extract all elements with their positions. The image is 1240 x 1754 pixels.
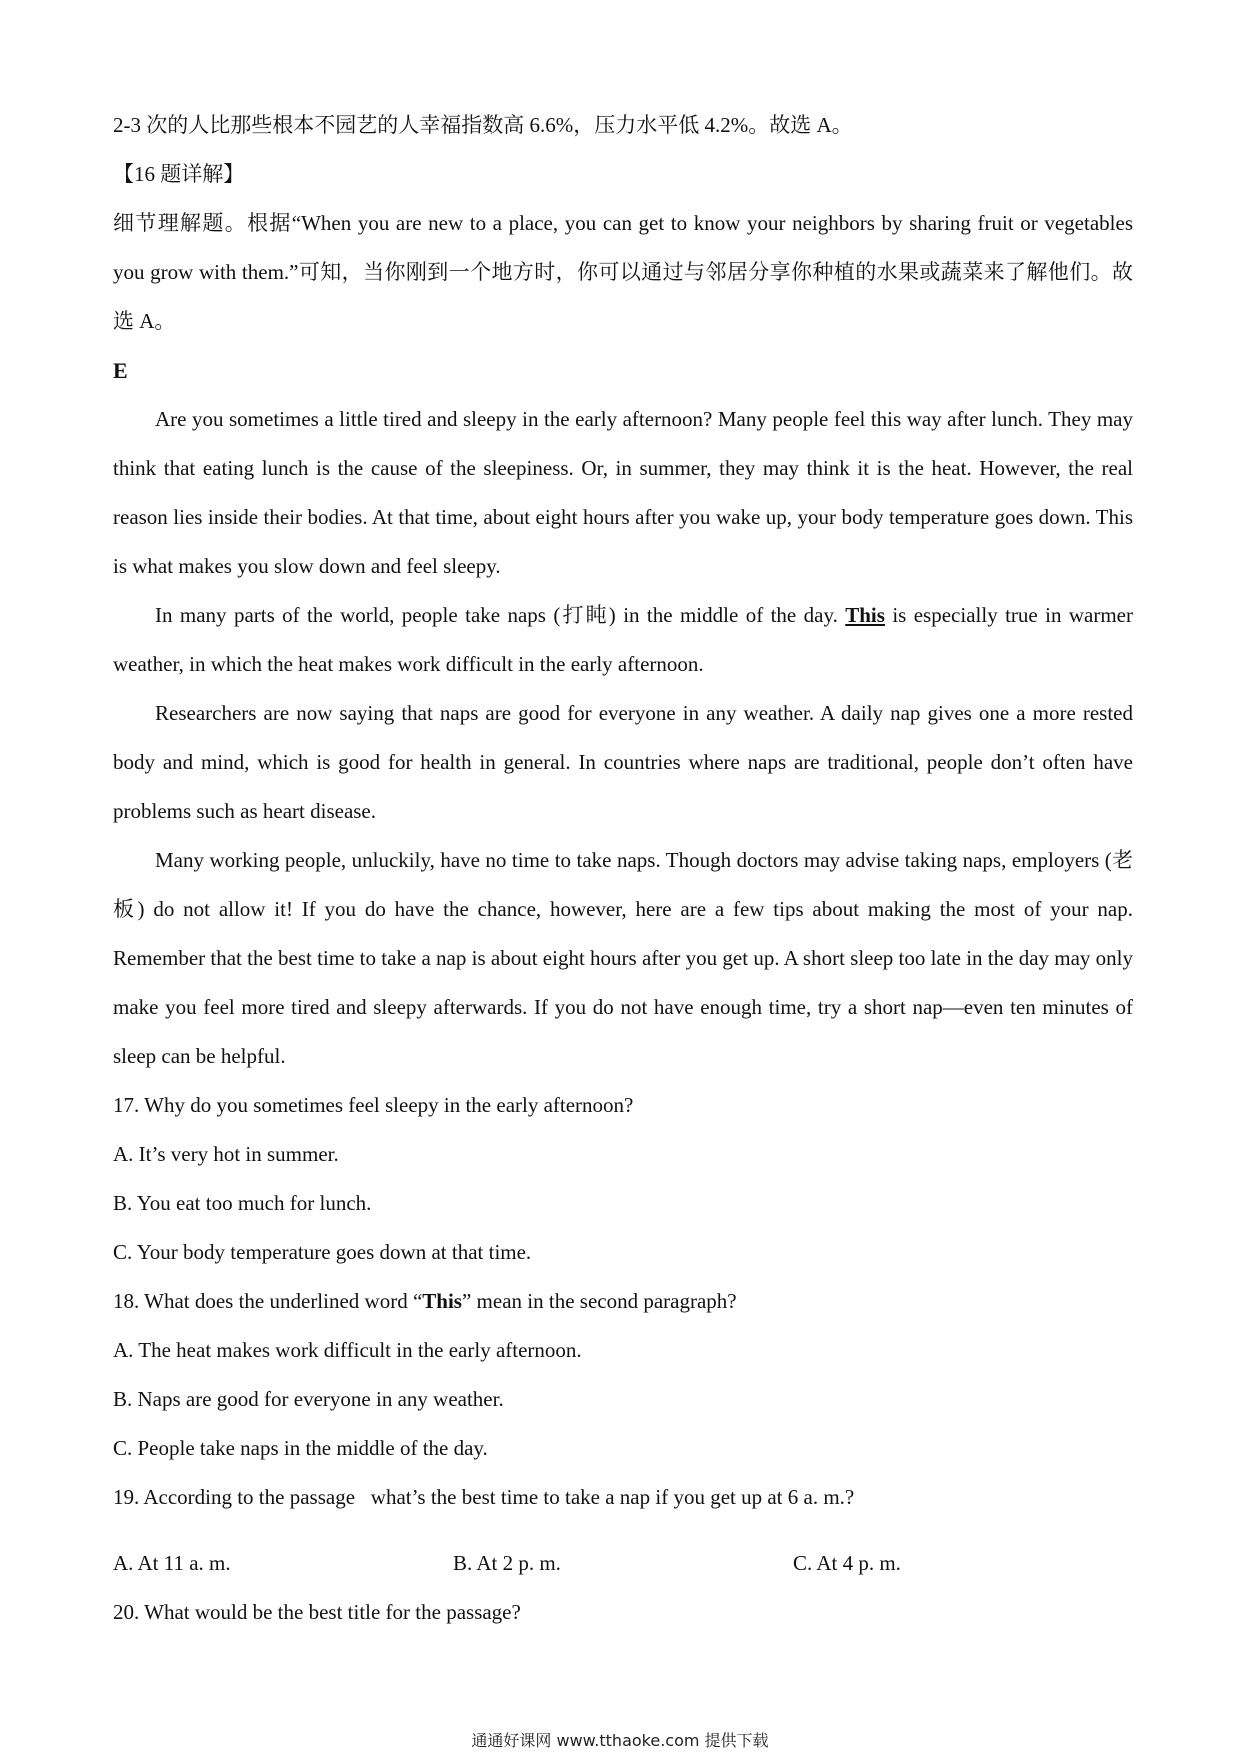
question-17-option-c: C. Your body temperature goes down at that time. bbox=[113, 1240, 532, 1264]
paragraph-2-text-start: In many parts of the world, people take naps (打盹) in the middle of the day. bbox=[155, 603, 846, 627]
question-19: 19. According to the passage what’s the best time to take a nap if you get up at 6 a. m.? bbox=[113, 1485, 855, 1509]
passage-paragraph-3: Researchers are now saying that naps are good for everyone in any weather. A daily nap gives one a more rested body and mind, which is good for health in general. In countries where naps are traditional, people don’t often have problems such as heart disease. bbox=[113, 701, 1133, 823]
page-content bbox=[113, 101, 1133, 1637]
question-18-bold-word: This bbox=[422, 1289, 462, 1313]
passage-paragraph-1: Are you sometimes a little tired and sleepy in the early afternoon? Many people feel this way after lunch. They may think that eating lunch is the cause of the sleepiness. Or, in summer, they may think it is the heat. However, the real reason lies inside their bodies. At that time, about eight hours after you wake up, your body temperature goes down. This is what makes you slow down and feel sleepy. bbox=[113, 407, 1133, 578]
question-19-options bbox=[113, 1539, 1133, 1588]
question-18-option-c: C. People take naps in the middle of the day. bbox=[113, 1436, 488, 1460]
question-18-option-a: A. The heat makes work difficult in the early afternoon. bbox=[113, 1338, 582, 1362]
page-footer: 通通好课网 www.tthaoke.com 提供下载 bbox=[471, 1731, 769, 1750]
question-18-option-b: B. Naps are good for everyone in any weather. bbox=[113, 1387, 504, 1411]
question-18-text-start: 18. What does the underlined word “ bbox=[113, 1289, 423, 1313]
question-17-option-b: B. You eat too much for lunch. bbox=[113, 1191, 372, 1215]
paragraph-2-text-end: is especially true in warmer weather, in which the heat makes work difficult in the early afternoon. bbox=[113, 603, 1133, 676]
section-e-heading: E bbox=[113, 358, 128, 383]
answer-15-conclusion: 2-3 次的人比那些根本不园艺的人幸福指数高 6.6%，压力水平低 4.2%。故选 A。 bbox=[113, 113, 853, 137]
underlined-word-this: This bbox=[845, 603, 885, 627]
question-17-option-a: A. It’s very hot in summer. bbox=[113, 1142, 339, 1166]
passage-paragraph-2 bbox=[113, 591, 1133, 689]
question-18-text-end: ” mean in the second paragraph? bbox=[461, 1289, 737, 1313]
question-19-option-a: A. At 11 a. m. bbox=[113, 1551, 231, 1575]
question-19-option-b: B. At 2 p. m. bbox=[453, 1551, 561, 1575]
question-19-option-c: C. At 4 p. m. bbox=[793, 1551, 901, 1575]
question-20: 20. What would be the best title for the passage? bbox=[113, 1600, 521, 1624]
answer-16-explanation: 细节理解题。根据“When you are new to a place, you can get to know your neighbors by sharing fruit or vegetables you grow with them.”可知，当你刚到一个地方时，你可以通过与邻居分享你种植的水果或蔬菜来了解他们。故选 A。 bbox=[113, 211, 1133, 333]
answer-16-heading: 【16 题详解】 bbox=[113, 162, 245, 186]
passage-paragraph-4: Many working people, unluckily, have no time to take naps. Though doctors may advise taking naps, employers (老板) do not allow it! If you do have the chance, however, here are a few tips about making the most of your nap. Remember that the best time to take a nap is about eight hours after you get up. A short sleep too late in the day may only make you feel more tired and sleepy afterwards. If you do not have enough time, try a short nap—even ten minutes of sleep can be helpful. bbox=[113, 848, 1134, 1068]
question-18 bbox=[113, 1277, 1133, 1326]
question-17: 17. Why do you sometimes feel sleepy in the early afternoon? bbox=[113, 1093, 634, 1117]
